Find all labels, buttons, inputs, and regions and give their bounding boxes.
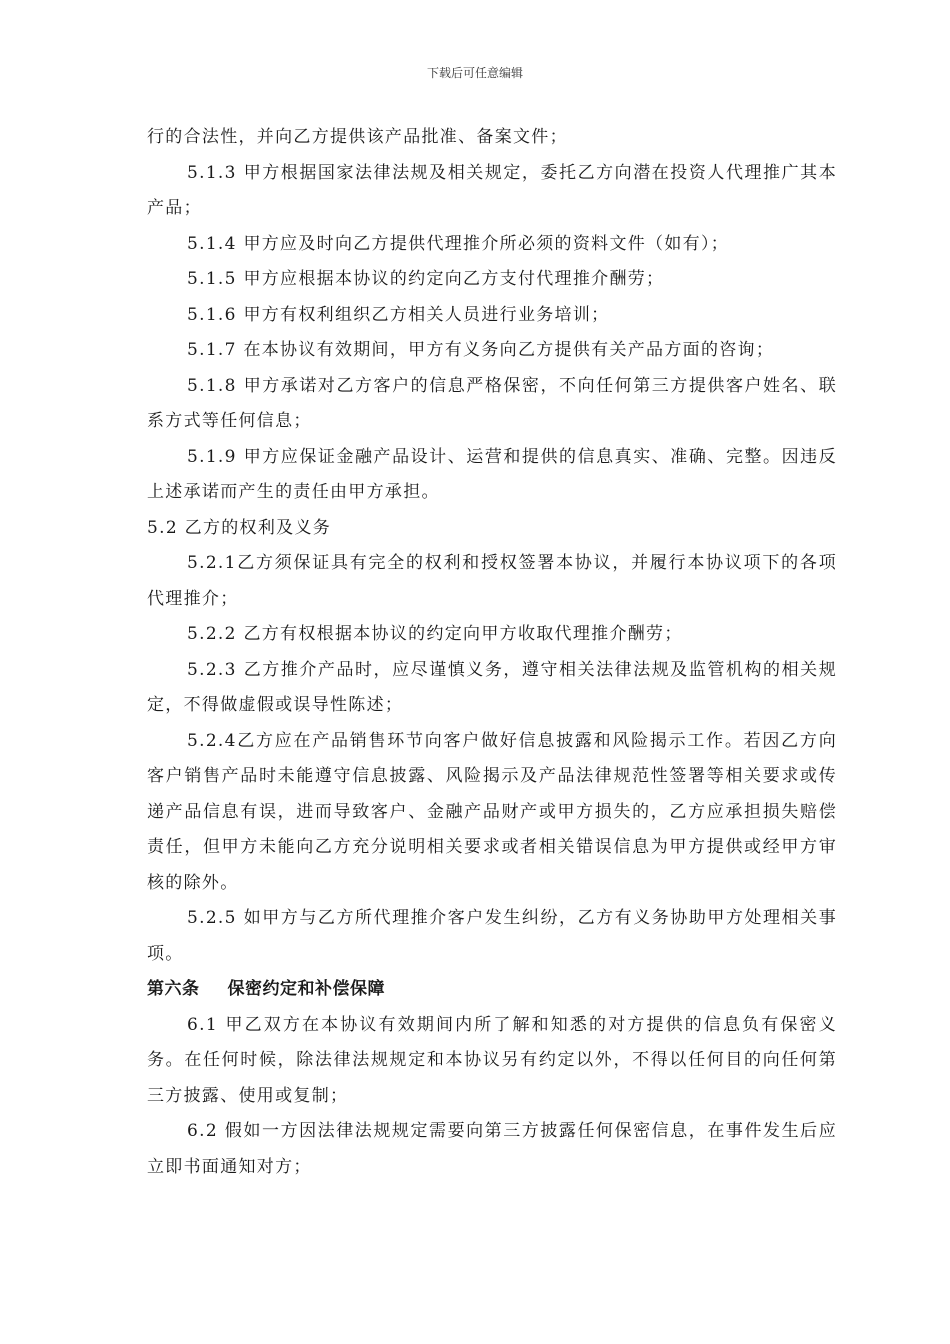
clause-5-1-6: 5.1.6 甲方有权利组织乙方相关人员进行业务培训； — [187, 304, 610, 325]
clause-5-1-4: 5.1.4 甲方应及时向乙方提供代理推介所必须的资料文件（如有）； — [187, 233, 730, 254]
clause-6-2: 6.2 假如一方因法律法规规定需要向第三方披露任何保密信息，在事件发生后应立即书面通知对方； — [147, 1121, 837, 1177]
clause-6-1: 6.1 甲乙双方在本协议有效期间内所了解和知悉的对方提供的信息负有保密义务。在任何时候，除法律法规规定和本协议另有约定以外，不得以任何目的向任何第三方披露、使用或复制； — [147, 1014, 837, 1106]
section-6-title: 保密约定和补偿保障 — [227, 979, 385, 999]
clause-5-1-5: 5.1.5 甲方应根据本协议的约定向乙方支付代理推介酬劳； — [187, 269, 665, 289]
clause-5-2-5: 5.2.5 如甲方与乙方所代理推介客户发生纠纷，乙方有义务协助甲方处理相关事项。 — [147, 908, 837, 964]
clause-5-1-8: 5.1.8 甲方承诺对乙方客户的信息严格保密，不向任何第三方提供客户姓名、联系方式等任何信息； — [147, 375, 837, 431]
clause-5-1-7: 5.1.7 在本协议有效期间，甲方有义务向乙方提供有关产品方面的咨询； — [187, 340, 775, 360]
clause-5-1-9: 5.1.9 甲方应保证金融产品设计、运营和提供的信息真实、准确、完整。因违反上述承诺而产生的责任由甲方承担。 — [147, 446, 837, 502]
clause-5-2-1: 5.2.1乙方须保证具有完全的权利和授权签署本协议，并履行本协议项下的各项代理推介； — [147, 553, 837, 609]
clause-5-2-4: 5.2.4乙方应在产品销售环节向客户做好信息披露和风险揭示工作。若因乙方向客户销售产品时未能遵守信息披露、风险揭示及产品法律规范性签署等相关要求或传递产品信息有误，进而导致客户、金融产品财产或甲方损失的，乙方应承担损失赔偿责任，但甲方未能向乙方充分说明相关要求或者相关错误信息为甲方提供或经甲方审核的除外。 — [147, 730, 837, 893]
paragraph-continuation: 行的合法性，并向乙方提供该产品批准、备案文件； — [147, 127, 568, 147]
clause-5-2-2: 5.2.2 乙方有权根据本协议的约定向甲方收取代理推介酬劳； — [187, 624, 683, 644]
section-6-number: 第六条 — [147, 979, 200, 999]
clause-5-2-3: 5.2.3 乙方推介产品时，应尽谨慎义务，遵守相关法律法规及监管机构的相关规定，不得做虚假或误导性陈述； — [147, 659, 837, 715]
page-header: 下载后可任意编辑 — [426, 66, 523, 80]
subsection-5-2-heading: 5.2 乙方的权利及义务 — [147, 517, 332, 538]
section-6-heading — [147, 972, 837, 1008]
document-body — [147, 120, 837, 1185]
clause-5-1-3: 5.1.3 甲方根据国家法律法规及相关规定，委托乙方向潜在投资人代理推广其本产品； — [147, 162, 837, 218]
